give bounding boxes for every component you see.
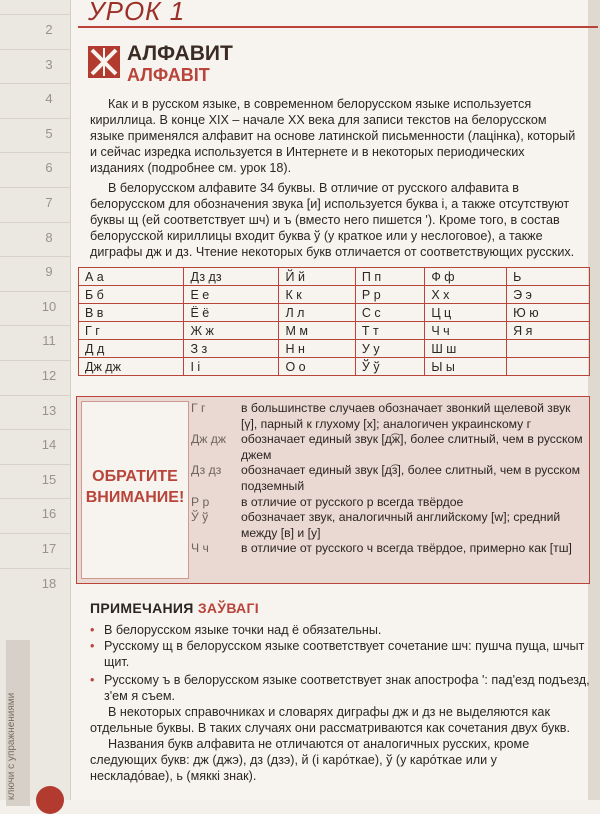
attention-label-box — [81, 401, 189, 579]
margin-rule — [0, 83, 70, 84]
notes-heading — [90, 600, 259, 616]
margin-rule — [0, 187, 70, 188]
attention-row — [191, 510, 583, 541]
line-number: 17 — [41, 541, 57, 556]
alphabet-cell: Ю ю — [507, 304, 590, 322]
line-number: 6 — [45, 160, 53, 176]
page-number-badge — [36, 786, 64, 814]
notes-paragraph-1: В некоторых справочниках и словарях диграфы дж и дз не выделяются как отдельные буквы. В таких случаях они рассматриваются как сочетания двух букв. — [90, 705, 570, 735]
note-bullet-3-text: Русскому ъ в белорусском языке соответствует знак апострофа ': пад'езд подъезд, з'ем я съем. — [104, 673, 590, 703]
line-number: 5 — [45, 125, 53, 141]
line-number: 11 — [42, 333, 56, 349]
bullet-icon: • — [90, 623, 95, 637]
attention-label-line2: ВНИМАНИЕ! — [85, 489, 185, 506]
alphabet-cell: Ш ш — [425, 340, 507, 358]
attention-description: обозначает звук, аналогичный английскому [w]; средний между [в] и [у] — [241, 510, 561, 540]
line-number: 7 — [45, 195, 53, 210]
alphabet-cell: К к — [279, 286, 355, 304]
margin-rule — [0, 360, 70, 361]
alphabet-cell: Ў ў — [355, 358, 424, 376]
alphabet-logo-icon — [88, 46, 120, 78]
margin-rule — [0, 533, 70, 534]
alphabet-cell: Б б — [79, 286, 184, 304]
note-bullet-3 — [90, 672, 598, 704]
intro-paragraph-2: В белорусском алфавите 34 буквы. В отличие от русского алфавита в белорусском для обозначения звука [и] используется буква і, а также отсутствуют буквы щ (ей соответствует шч) и ъ (вместо него пишется '). Кроме того, в состав белорусской кириллицы входит буква ў (у краткое или у неслоговое), а также диграфы дж и дз. Чтение некоторых букв отличается от соответствующих русских. — [90, 181, 575, 259]
attention-letter: Ў ў — [191, 510, 209, 525]
note-bullet-2 — [90, 638, 598, 670]
alphabet-row — [79, 322, 590, 340]
alphabet-cell: А а — [79, 268, 184, 286]
margin-rule — [0, 498, 70, 499]
alphabet-cell: Ж ж — [184, 322, 279, 340]
note-bullet-2-text: Русскому щ в белорусском языке соответствует сочетание шч: пушча пуща, шчыт щит. — [104, 639, 585, 669]
alphabet-cell: З з — [184, 340, 279, 358]
attention-row — [191, 495, 583, 511]
alphabet-cell: Р р — [355, 286, 424, 304]
alphabet-cell: С с — [355, 304, 424, 322]
margin-rule — [0, 568, 70, 569]
heading-ru: АЛФАВИТ — [127, 42, 233, 65]
line-number: 9 — [45, 264, 53, 280]
alphabet-cell: Я я — [507, 322, 590, 340]
alphabet-cell: Дж дж — [79, 358, 184, 376]
margin-rule — [0, 256, 70, 257]
alphabet-cell: В в — [79, 304, 184, 322]
alphabet-cell: Ф ф — [425, 268, 507, 286]
line-number: 16 — [41, 506, 57, 522]
alphabet-cell: Т т — [355, 322, 424, 340]
line-number: 12 — [41, 368, 57, 383]
margin-rule — [0, 325, 70, 326]
alphabet-cell: У у — [355, 340, 424, 358]
margin-rule — [0, 49, 70, 50]
alphabet-cell: Ь — [507, 268, 590, 286]
alphabet-cell: Г г — [79, 322, 184, 340]
line-number: 8 — [45, 229, 53, 245]
margin-rule — [0, 291, 70, 292]
alphabet-table — [78, 267, 590, 376]
attention-description: обозначает единый звук [д͡ж], более слитный, чем в русском джем — [241, 432, 583, 462]
alphabet-cell: Э э — [507, 286, 590, 304]
alphabet-cell: Н н — [279, 340, 355, 358]
alphabet-cell — [507, 340, 590, 358]
bullet-icon: • — [90, 673, 95, 687]
alphabet-cell: Е е — [184, 286, 279, 304]
alphabet-cell: Й й — [279, 268, 355, 286]
line-number: 13 — [41, 402, 57, 418]
bullet-icon: • — [90, 639, 95, 653]
attention-label — [82, 466, 188, 508]
note-bullet-1 — [90, 622, 598, 638]
lesson-title: УРОК 1 — [88, 0, 186, 26]
alphabet-cell: Дз дз — [184, 268, 279, 286]
attention-letter: Ч ч — [191, 541, 209, 556]
attention-description: в отличие от русского р всегда твёрдое — [241, 494, 464, 509]
attention-description: в большинстве случаев обозначает звонкий щелевой звук [γ], парный к глухому [х]; аналогичен украинскому г — [241, 401, 571, 431]
alphabet-cell: Ё ё — [184, 304, 279, 322]
alphabet-row — [79, 268, 590, 286]
line-number: 10 — [41, 298, 57, 314]
line-number: 3 — [45, 56, 53, 72]
line-number: 15 — [41, 471, 57, 487]
line-number: 14 — [41, 437, 57, 453]
attention-letter: Р р — [191, 494, 210, 509]
attention-label-line1: ОБРАТИТЕ — [92, 468, 178, 485]
alphabet-cell: Ч ч — [425, 322, 507, 340]
notes-heading-ru: ПРИМЕЧАНИЯ — [90, 600, 194, 616]
alphabet-cell: О о — [279, 358, 355, 376]
line-number: 18 — [41, 575, 57, 591]
attention-letter: Дз дз — [191, 463, 222, 478]
attention-rows — [191, 401, 583, 557]
alphabet-cell: Ы ы — [425, 358, 507, 376]
alphabet-cell: Л л — [279, 304, 355, 322]
attention-letter: Дж дж — [191, 432, 227, 447]
line-number: 2 — [45, 22, 53, 37]
margin-rule — [0, 152, 70, 153]
alphabet-cell: Д д — [79, 340, 184, 358]
attention-row — [191, 463, 583, 494]
margin-rule — [0, 14, 70, 15]
margin-rule — [0, 118, 70, 119]
line-number: 4 — [45, 91, 53, 107]
notes-paragraph-2: Названия букв алфавита не отличаются от аналогичных русских, кроме следующих букв: дж (джэ), дз (дзэ), й (і каро́ткае), ў (у каро́ткае или у нескладо́вае), ь (мяккі знак). — [90, 737, 530, 783]
margin-rule — [0, 222, 70, 223]
margin-rule — [0, 464, 70, 465]
attention-row — [191, 401, 583, 432]
attention-letter: Г г — [191, 401, 206, 415]
alphabet-cell: І і — [184, 358, 279, 376]
margin-rule — [0, 395, 70, 396]
margin-rule — [0, 429, 70, 430]
alphabet-row — [79, 358, 590, 376]
note-bullet-1-text: В белорусском языке точки над ё обязательны. — [104, 623, 382, 637]
side-tab[interactable]: ключи с упражнениями — [6, 640, 30, 806]
alphabet-cell: П п — [355, 268, 424, 286]
alphabet-cell: Х х — [425, 286, 507, 304]
attention-description: в отличие от русского ч всегда твёрдое, примерно как [тш] — [241, 541, 572, 556]
attention-row — [191, 432, 583, 463]
alphabet-row — [79, 286, 590, 304]
attention-box — [76, 396, 590, 584]
alphabet-row — [79, 340, 590, 358]
alphabet-cell: М м — [279, 322, 355, 340]
notes-heading-by: ЗАЎВАГІ — [197, 600, 259, 616]
alphabet-cell: Ц ц — [425, 304, 507, 322]
intro-paragraph-1: Как и в русском языке, в современном белорусском языке используется кириллица. В конце XIX – начале XX века для записи текстов на белорусском языке применялся алфавит на основе латинской письменности (лацінка), который и сейчас изредка используется в Интернете и в некоторых периодических изданиях (подробнее см. урок 18). — [90, 97, 576, 175]
attention-description: обозначает единый звук [д͡з], более слитный, чем в русском подземный — [241, 463, 581, 493]
alphabet-row — [79, 304, 590, 322]
alphabet-cell — [507, 358, 590, 376]
heading-by: АЛФАВІТ — [127, 65, 210, 85]
attention-row — [191, 541, 583, 557]
